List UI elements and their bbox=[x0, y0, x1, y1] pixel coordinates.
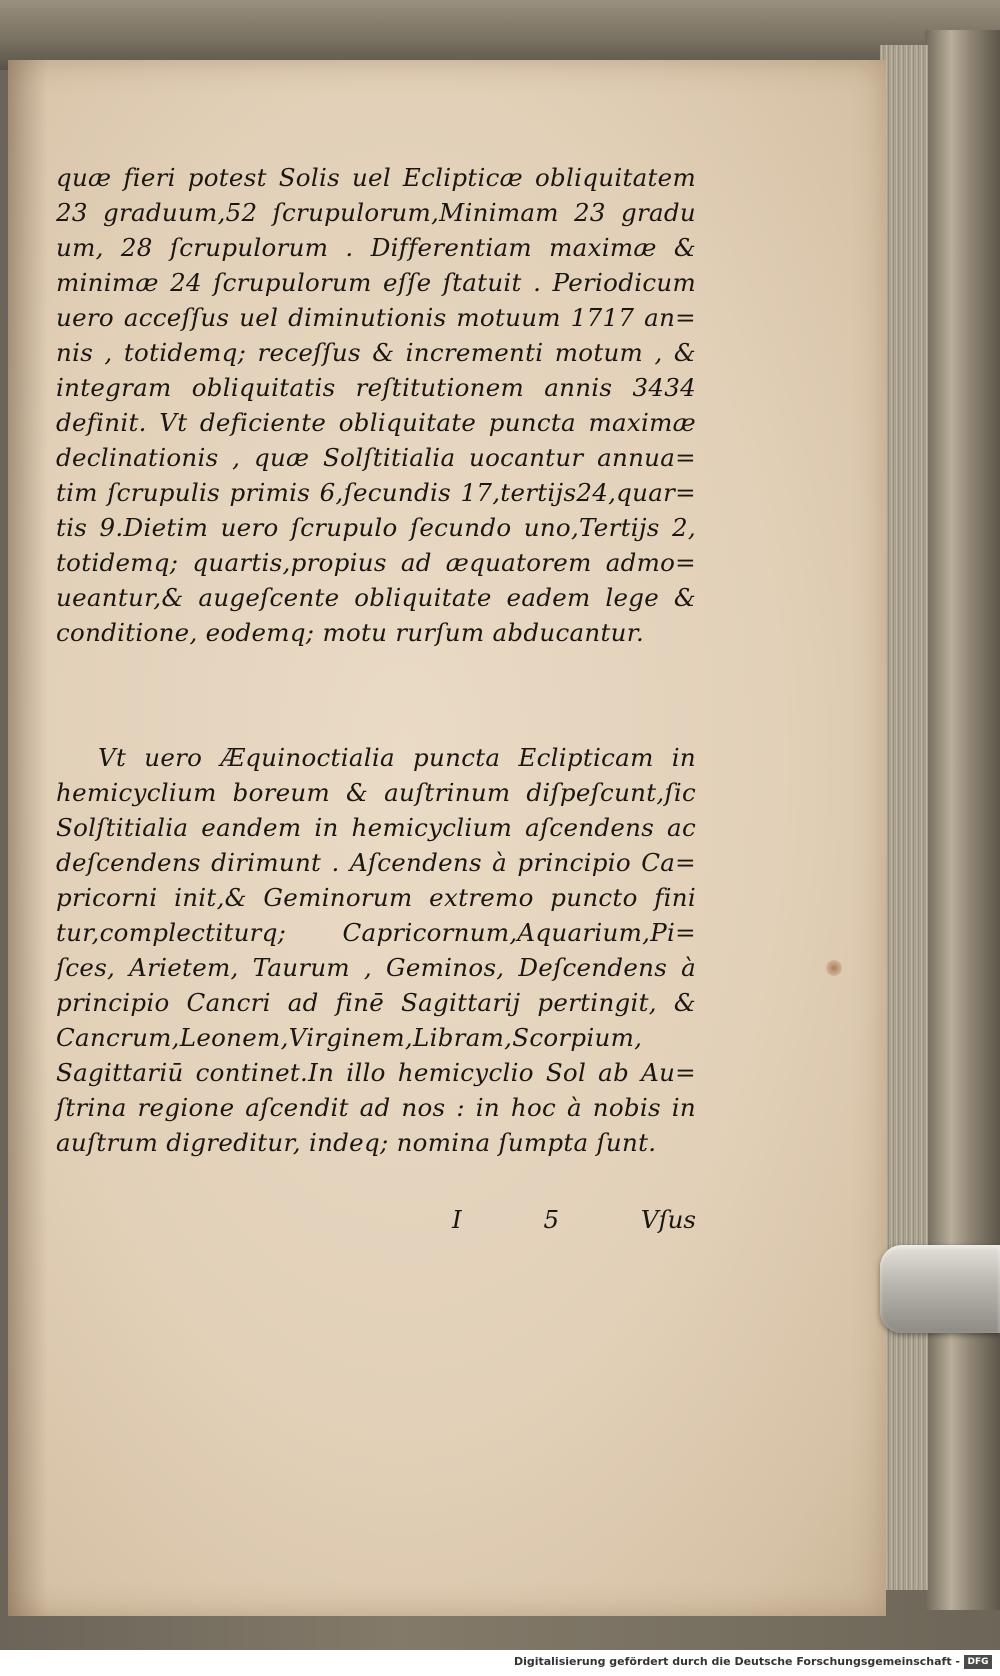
text-line: hemicyclium boreum & auſtrinum diſpeſcunt,ſic bbox=[56, 778, 696, 807]
text-line: ſces, Arietem, Taurum , Geminos, Deſcendens à bbox=[56, 953, 696, 982]
text-line: totidemq; quartis,propius ad æquatorem admo= bbox=[56, 548, 696, 577]
text-line: tis 9.Dietim uero ſcrupulo ſecundo uno,Tertijs 2, bbox=[56, 513, 696, 542]
page-edges bbox=[880, 45, 928, 1590]
text-line: minimæ 24 ſcrupulorum eſſe ſtatuit . Periodicum bbox=[56, 268, 696, 297]
text-line: auſtrum digreditur, indeq; nomina ſumpta ſunt. bbox=[56, 1128, 657, 1157]
text-line: conditione, eodemq; motu rurſum abducantur. bbox=[56, 618, 645, 647]
text-line: uero acceſſus uel diminutionis motuum 1717 an= bbox=[56, 303, 696, 332]
paragraph-2 bbox=[56, 740, 696, 1160]
dfg-logo: DFG bbox=[964, 1655, 992, 1669]
signature-number: 5 bbox=[543, 1205, 560, 1234]
text-line: principio Cancri ad finē Sagittarij pertingit, & bbox=[56, 988, 696, 1017]
book-cover-edge bbox=[925, 30, 1000, 1610]
text-line: pricorni init,& Geminorum extremo puncto fini bbox=[56, 883, 696, 912]
signature-catchword-line bbox=[452, 1205, 696, 1234]
text-line: Vt uero Æquinoctialia puncta Eclipticam in bbox=[98, 743, 696, 772]
text-line: declinationis , quæ Solſtitialia uocantur annua= bbox=[56, 443, 696, 472]
paragraph-1 bbox=[56, 160, 696, 650]
paper-stain bbox=[826, 960, 842, 976]
gutter-shadow bbox=[8, 60, 48, 1616]
clasp-tab bbox=[880, 1245, 1000, 1333]
text-line: Sagittariū continet.In illo hemicyclio Sol ab Au= bbox=[56, 1058, 696, 1087]
text-line: um, 28 ſcrupulorum . Differentiam maximæ & bbox=[56, 233, 696, 262]
text-line: tur,complectiturq; Capricornum,Aquarium,Pi= bbox=[56, 918, 696, 947]
text-line: integram obliquitatis reſtitutionem annis 3434 bbox=[56, 373, 696, 402]
catchword: Vſus bbox=[640, 1205, 696, 1234]
signature-letter: I bbox=[452, 1205, 462, 1234]
text-line: 23 graduum,52 ſcrupulorum,Minimam 23 gradu bbox=[56, 198, 696, 227]
text-line: ueantur,& augeſcente obliquitate eadem lege & bbox=[56, 583, 696, 612]
text-line: Cancrum,Leonem,Virginem,Libram,Scorpium, bbox=[56, 1023, 643, 1052]
funding-credit: Digitalisierung gefördert durch die Deutsche Forschungsgemeinschaft - bbox=[513, 1655, 960, 1668]
text-line: deſcendens dirimunt . Aſcendens à principio Ca= bbox=[56, 848, 696, 877]
text-line: ſtrina regione aſcendit ad nos : in hoc à nobis in bbox=[56, 1093, 696, 1122]
text-line: tim ſcrupulis primis 6,ſecundis 17,tertijs24,quar= bbox=[56, 478, 696, 507]
text-line: definit. Vt deficiente obliquitate puncta maximæ bbox=[56, 408, 696, 437]
text-line: quæ fieri potest Solis uel Eclipticæ obliquitatem bbox=[56, 163, 696, 192]
text-line: nis , totidemq; receſſus & incrementi motum , & bbox=[56, 338, 696, 367]
text-line: Solſtitialia eandem in hemicyclium aſcendens ac bbox=[56, 813, 696, 842]
